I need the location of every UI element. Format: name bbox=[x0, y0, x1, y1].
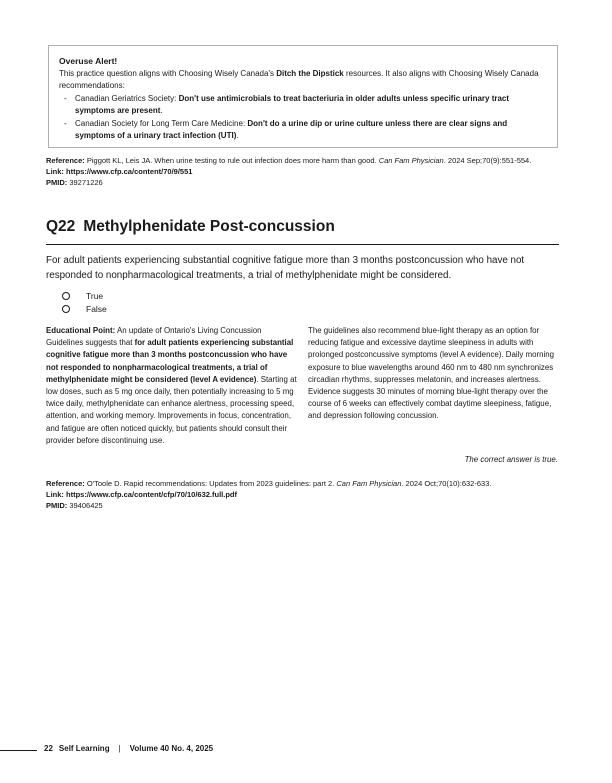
alert-intro-tail: resources. It also aligns with Choosing Wisely Canada recommendations: bbox=[59, 69, 539, 90]
pmid-line bbox=[46, 500, 491, 511]
reference-label: Reference: bbox=[46, 479, 85, 488]
correct-answer: The correct answer is true. bbox=[464, 455, 558, 464]
educational-text-tail: . Starting at low doses, such as 5 mg once daily, then potentially increasing to 5 mg twice daily, methylphenidate can enhance alertness, processing speed, attention, and working memory. Improvements in focus, concentration, and fatigue are often noticed quickly, but patients should consult their provider before discontinuing use. bbox=[46, 374, 297, 445]
reference-tail: . 2024 Sep;70(9):551-554. bbox=[443, 156, 532, 165]
recommendation-text: Don't do a urine dip or urine culture unless there are clear signs and symptoms of a urinary tract infection (UTI) bbox=[75, 119, 508, 140]
page-footer bbox=[44, 744, 213, 753]
alert-intro bbox=[59, 68, 547, 92]
overuse-alert-box bbox=[48, 45, 558, 148]
link-line bbox=[46, 166, 531, 177]
educational-text: An update of Ontario's Living Concussion Guidelines suggests that bbox=[46, 326, 262, 348]
link-line bbox=[46, 489, 491, 500]
recommendation-org: Canadian Society for Long Term Care Medicine: bbox=[75, 119, 248, 128]
reference-label: Reference: bbox=[46, 156, 85, 165]
option-label: True bbox=[86, 290, 104, 301]
volume-info: Volume 40 No. 4, 2025 bbox=[129, 744, 214, 753]
footer-rule bbox=[0, 750, 37, 751]
option-label: False bbox=[86, 303, 107, 314]
pmid-label: PMID: bbox=[46, 501, 68, 510]
recommendation-end: . bbox=[236, 131, 239, 140]
recommendation-item bbox=[59, 118, 547, 142]
reference-tail: . 2024 Oct;70(10):632-633. bbox=[401, 479, 492, 488]
educational-point-label: Educational Point: bbox=[46, 326, 116, 335]
recommendation-list bbox=[59, 93, 547, 142]
reference-line bbox=[46, 478, 491, 489]
question-statement: For adult patients experiencing substantial cognitive fatigue more than 3 months postconcussion who have not responded to nonpharmacological treatments, a trial of methylphenidate might be considered. bbox=[46, 255, 525, 281]
educational-key-text: for adult patients experiencing substantial cognitive fatigue more than 3 months postconcussion who have not responded to nonpharmacological treatments, a trial of methylphenidate might be considered (level A evidence) bbox=[46, 338, 294, 384]
alert-intro-text: This practice question aligns with Choosing Wisely Canada's bbox=[59, 69, 277, 78]
recommendation-org: Canadian Geriatrics Society: bbox=[75, 94, 179, 103]
answer-options bbox=[62, 289, 107, 315]
option-true[interactable] bbox=[62, 289, 107, 302]
publication-name: Self Learning bbox=[58, 744, 110, 753]
question-heading bbox=[46, 218, 335, 236]
ditch-the-dipstick: Ditch the Dipstick bbox=[276, 69, 344, 78]
reference-text: O'Toole D. Rapid recommendations: Updates from 2023 guidelines: part 2. bbox=[84, 479, 337, 488]
recommendation-end: . bbox=[160, 106, 163, 115]
pmid-line bbox=[46, 177, 531, 188]
question-title: Methylphenidate Post-concussion bbox=[83, 218, 335, 235]
heading-divider bbox=[46, 244, 559, 245]
option-false[interactable] bbox=[62, 302, 107, 315]
link-label: Link: bbox=[46, 167, 64, 176]
pmid-value: 39271226 bbox=[67, 178, 103, 187]
radio-circle-icon[interactable] bbox=[62, 305, 70, 313]
recommendation-text: Don't use antimicrobials to treat bacteriuria in older adults unless specific urinary tract symptoms are present bbox=[75, 94, 510, 115]
reference-line bbox=[46, 155, 531, 166]
pmid-value: 39406425 bbox=[67, 501, 103, 510]
reference-text: Piggott KL, Leis JA. When urine testing to rule out infection does more harm than good. bbox=[84, 156, 379, 165]
recommendation-item bbox=[59, 93, 547, 117]
reference-link[interactable]: https://www.cfp.ca/content/cfp/70/10/632.full.pdf bbox=[63, 490, 238, 499]
reference-block-1 bbox=[46, 155, 531, 188]
reference-block-2 bbox=[46, 478, 491, 511]
question-number: Q22 bbox=[46, 218, 76, 235]
reference-journal: Can Fam Physician bbox=[336, 479, 402, 488]
reference-link[interactable]: https://www.cfp.ca/content/70/9/551 bbox=[63, 167, 193, 176]
radio-circle-icon[interactable] bbox=[62, 292, 70, 300]
alert-title: Overuse Alert! bbox=[59, 56, 118, 66]
educational-point-left bbox=[46, 325, 300, 447]
reference-journal: Can Fam Physician bbox=[378, 156, 444, 165]
link-label: Link: bbox=[46, 490, 64, 499]
pmid-label: PMID: bbox=[46, 178, 68, 187]
page-number: 22 bbox=[44, 744, 53, 753]
footer-separator: | bbox=[118, 744, 121, 753]
educational-point-right: The guidelines also recommend blue-light therapy as an option for reducing fatigue and excessive daytime sleepiness in adults with prolonged postconcussive symptoms (level A evidence). Daily morning exposure to blue wavelengths around 460 nm to 480 nm synchronizes circadian rhythms, suppresses melatonin, and increases alertness. Evidence suggests 30 minutes of morning blue-light therapy over the course of 6 weeks can effectively combat daytime sleepiness, fatigue, and depression following concussion. bbox=[308, 326, 555, 421]
